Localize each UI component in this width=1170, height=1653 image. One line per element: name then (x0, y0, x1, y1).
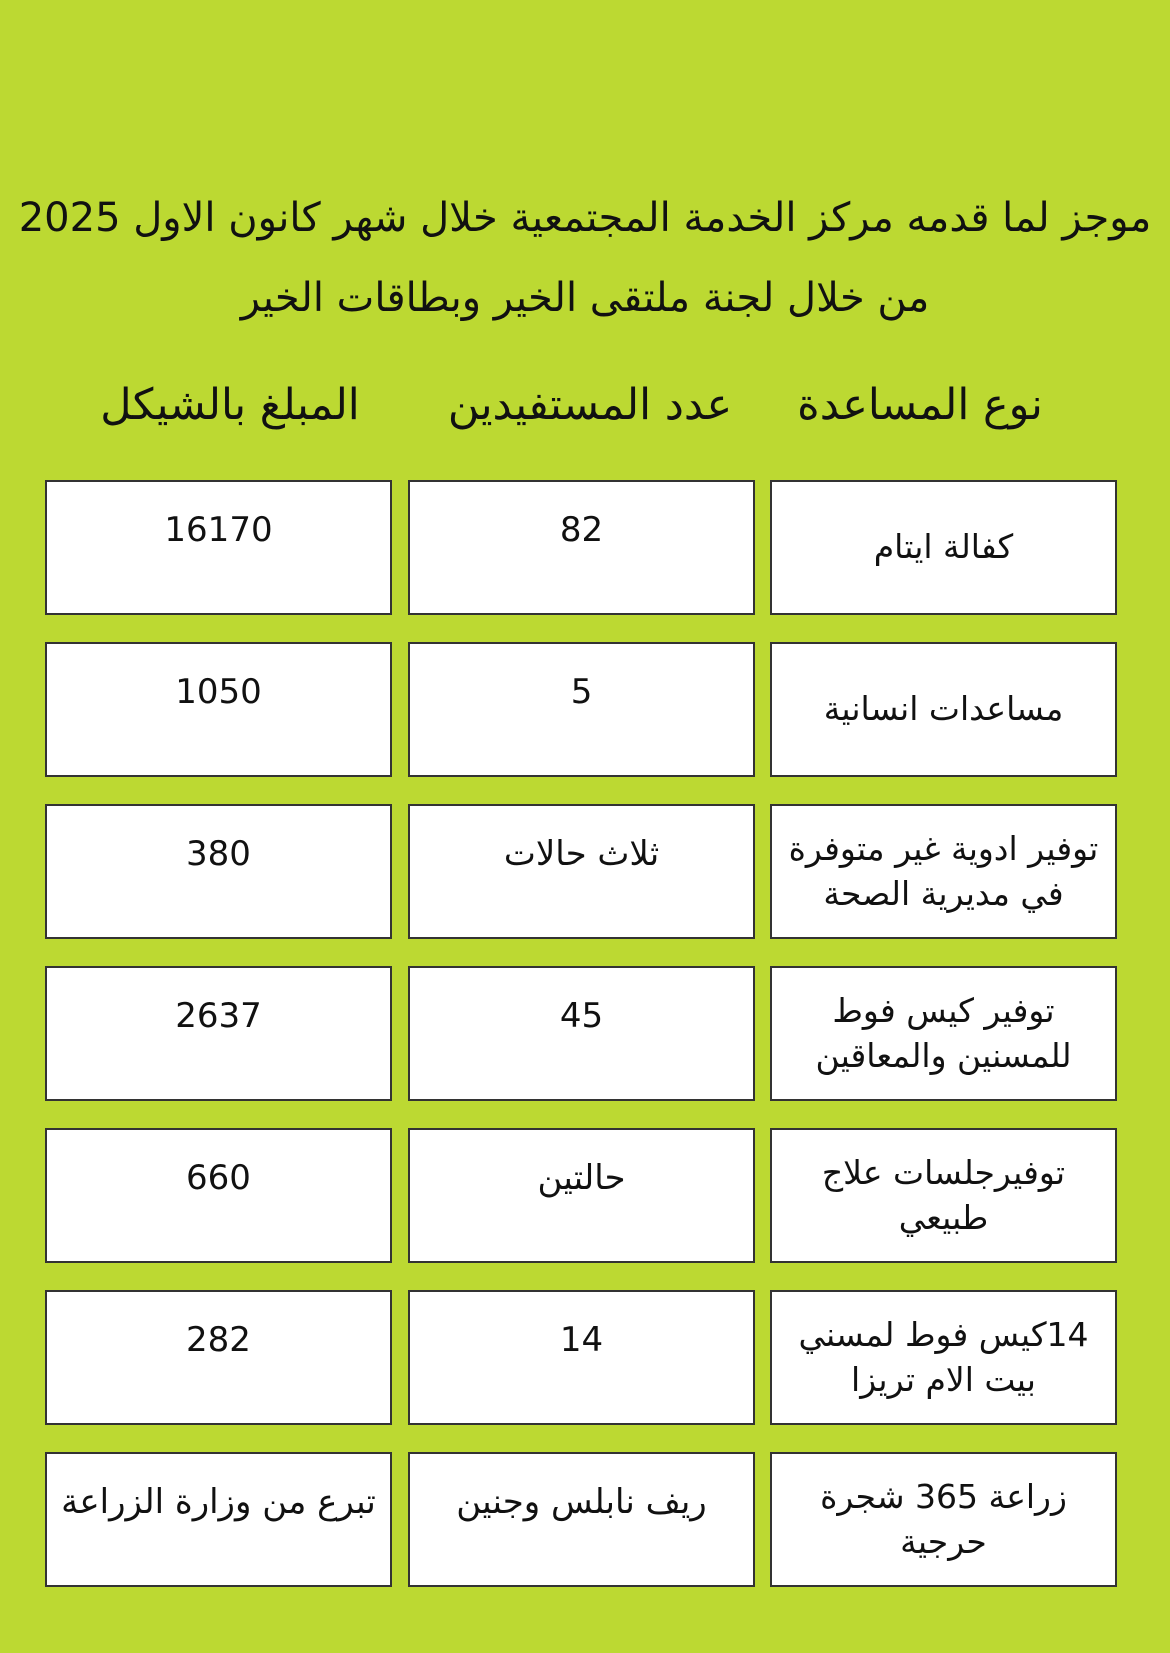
cell-assistance-type: مساعدات انسانية (770, 642, 1117, 777)
cell-assistance-type: 14كيس فوط لمسني بيت الام تريزا (770, 1290, 1117, 1425)
cell-assistance-type: زراعة 365 شجرة حرجية (770, 1452, 1117, 1587)
cell-beneficiaries: حالتين (408, 1128, 755, 1263)
table-row (0, 1290, 1170, 1452)
cell-amount: تبرع من وزارة الزراعة (45, 1452, 392, 1587)
cell-beneficiaries: 45 (408, 966, 755, 1101)
cell-assistance-type: توفير كيس فوط للمسنين والمعاقين (770, 966, 1117, 1101)
cell-amount: 2637 (45, 966, 392, 1101)
table-row (0, 966, 1170, 1128)
column-header-type: نوع المساعدة (797, 380, 1043, 430)
table-header (0, 380, 1170, 450)
cell-amount: 1050 (45, 642, 392, 777)
title-line-2: من خلال لجنة ملتقى الخير وبطاقات الخير (240, 275, 930, 321)
cell-amount: 380 (45, 804, 392, 939)
assistance-table (0, 480, 1170, 1614)
cell-assistance-type: كفالة ايتام (770, 480, 1117, 615)
cell-beneficiaries: ريف نابلس وجنين (408, 1452, 755, 1587)
table-row (0, 480, 1170, 642)
cell-beneficiaries: ثلاث حالات (408, 804, 755, 939)
table-row (0, 642, 1170, 804)
table-row (0, 1128, 1170, 1290)
table-row (0, 1452, 1170, 1614)
cell-assistance-type: توفير ادوية غير متوفرة في مديرية الصحة (770, 804, 1117, 939)
cell-assistance-type: توفيرجلسات علاج طبيعي (770, 1128, 1117, 1263)
cell-amount: 660 (45, 1128, 392, 1263)
cell-beneficiaries: 82 (408, 480, 755, 615)
cell-amount: 16170 (45, 480, 392, 615)
column-header-beneficiaries: عدد المستفيدين (447, 380, 733, 430)
cell-amount: 282 (45, 1290, 392, 1425)
cell-beneficiaries: 14 (408, 1290, 755, 1425)
column-header-amount: المبلغ بالشيكل (100, 380, 360, 430)
table-row (0, 804, 1170, 966)
title-line-1: موجز لما قدمه مركز الخدمة المجتمعية خلال شهر كانون الاول 2025 (18, 195, 1152, 241)
cell-beneficiaries: 5 (408, 642, 755, 777)
